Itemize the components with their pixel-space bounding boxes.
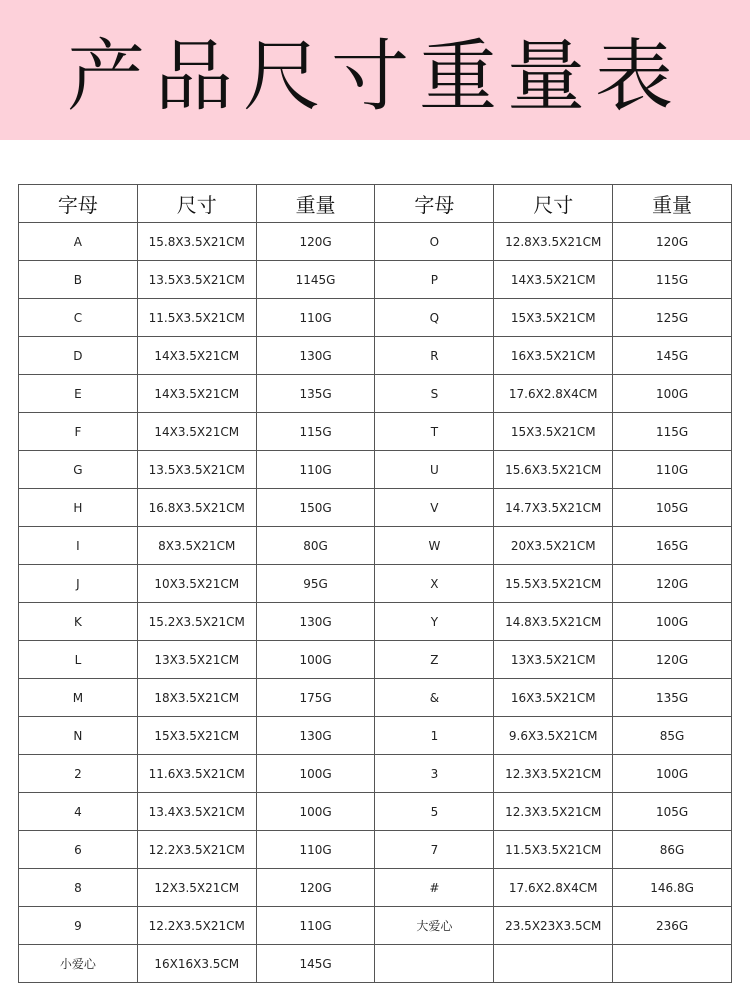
size-weight-table: [18, 184, 732, 983]
letter-cell: A: [19, 223, 138, 261]
size-cell: 13X3.5X21CM: [137, 641, 256, 679]
size-cell: 8X3.5X21CM: [137, 527, 256, 565]
size-cell: 11.6X3.5X21CM: [137, 755, 256, 793]
table-row: [19, 869, 732, 907]
weight-cell: 115G: [256, 413, 375, 451]
letter-cell: 小爱心: [19, 945, 138, 983]
size-cell: 12.2X3.5X21CM: [137, 831, 256, 869]
table-row: [19, 337, 732, 375]
letter-cell: Q: [375, 299, 494, 337]
weight-cell: 120G: [613, 565, 732, 603]
weight-cell: [613, 945, 732, 983]
weight-cell: 130G: [256, 603, 375, 641]
letter-cell: V: [375, 489, 494, 527]
size-cell: 14X3.5X21CM: [494, 261, 613, 299]
weight-cell: 1145G: [256, 261, 375, 299]
letter-cell: 大爱心: [375, 907, 494, 945]
weight-cell: 115G: [613, 413, 732, 451]
letter-cell: 8: [19, 869, 138, 907]
letter-cell: T: [375, 413, 494, 451]
weight-cell: 100G: [256, 641, 375, 679]
letter-cell: #: [375, 869, 494, 907]
size-cell: 20X3.5X21CM: [494, 527, 613, 565]
header-size: 尺寸: [137, 185, 256, 223]
weight-cell: 95G: [256, 565, 375, 603]
letter-cell: D: [19, 337, 138, 375]
weight-cell: 165G: [613, 527, 732, 565]
size-cell: 15.5X3.5X21CM: [494, 565, 613, 603]
letter-cell: M: [19, 679, 138, 717]
size-cell: 14X3.5X21CM: [137, 413, 256, 451]
weight-cell: 100G: [613, 755, 732, 793]
size-cell: 15.8X3.5X21CM: [137, 223, 256, 261]
table-row: [19, 527, 732, 565]
letter-cell: J: [19, 565, 138, 603]
letter-cell: 2: [19, 755, 138, 793]
weight-cell: 175G: [256, 679, 375, 717]
letter-cell: E: [19, 375, 138, 413]
size-cell: 11.5X3.5X21CM: [494, 831, 613, 869]
weight-cell: 100G: [256, 793, 375, 831]
size-cell: 10X3.5X21CM: [137, 565, 256, 603]
size-cell: 15X3.5X21CM: [137, 717, 256, 755]
table-row: [19, 223, 732, 261]
table-row: [19, 717, 732, 755]
weight-cell: 135G: [256, 375, 375, 413]
weight-cell: 120G: [613, 641, 732, 679]
table-row: [19, 831, 732, 869]
letter-cell: Y: [375, 603, 494, 641]
size-cell: 12.8X3.5X21CM: [494, 223, 613, 261]
size-cell: 9.6X3.5X21CM: [494, 717, 613, 755]
size-cell: 12.3X3.5X21CM: [494, 793, 613, 831]
table-row: [19, 299, 732, 337]
table-row: [19, 907, 732, 945]
weight-cell: 105G: [613, 489, 732, 527]
weight-cell: 100G: [613, 603, 732, 641]
letter-cell: 6: [19, 831, 138, 869]
header-size: 尺寸: [494, 185, 613, 223]
letter-cell: U: [375, 451, 494, 489]
weight-cell: 110G: [613, 451, 732, 489]
weight-cell: 86G: [613, 831, 732, 869]
table-row: [19, 603, 732, 641]
weight-cell: 80G: [256, 527, 375, 565]
weight-cell: 135G: [613, 679, 732, 717]
letter-cell: &: [375, 679, 494, 717]
size-cell: 13.5X3.5X21CM: [137, 451, 256, 489]
table-row: [19, 755, 732, 793]
letter-cell: H: [19, 489, 138, 527]
size-cell: 12.2X3.5X21CM: [137, 907, 256, 945]
header-weight: 重量: [613, 185, 732, 223]
header-letter: 字母: [375, 185, 494, 223]
header-weight: 重量: [256, 185, 375, 223]
weight-cell: 120G: [256, 223, 375, 261]
letter-cell: N: [19, 717, 138, 755]
size-cell: 13.4X3.5X21CM: [137, 793, 256, 831]
table-row: [19, 413, 732, 451]
weight-cell: 110G: [256, 451, 375, 489]
size-cell: 14X3.5X21CM: [137, 337, 256, 375]
size-cell: 18X3.5X21CM: [137, 679, 256, 717]
table-row: [19, 489, 732, 527]
size-cell: 15X3.5X21CM: [494, 413, 613, 451]
size-cell: 11.5X3.5X21CM: [137, 299, 256, 337]
letter-cell: Z: [375, 641, 494, 679]
size-cell: 15.6X3.5X21CM: [494, 451, 613, 489]
size-cell: 16X16X3.5CM: [137, 945, 256, 983]
letter-cell: F: [19, 413, 138, 451]
size-cell: 15X3.5X21CM: [494, 299, 613, 337]
weight-cell: 145G: [613, 337, 732, 375]
size-cell: 14.7X3.5X21CM: [494, 489, 613, 527]
size-cell: 16X3.5X21CM: [494, 679, 613, 717]
table-row: [19, 793, 732, 831]
letter-cell: 3: [375, 755, 494, 793]
size-cell: 13X3.5X21CM: [494, 641, 613, 679]
table-row: [19, 679, 732, 717]
letter-cell: 4: [19, 793, 138, 831]
table-header-row: [19, 185, 732, 223]
letter-cell: K: [19, 603, 138, 641]
size-cell: 17.6X2.8X4CM: [494, 869, 613, 907]
letter-cell: W: [375, 527, 494, 565]
size-cell: 13.5X3.5X21CM: [137, 261, 256, 299]
table-row: [19, 375, 732, 413]
weight-cell: 100G: [256, 755, 375, 793]
weight-cell: 100G: [613, 375, 732, 413]
weight-cell: 105G: [613, 793, 732, 831]
table-body: [19, 223, 732, 983]
size-cell: 16.8X3.5X21CM: [137, 489, 256, 527]
weight-cell: 110G: [256, 299, 375, 337]
header-letter: 字母: [19, 185, 138, 223]
weight-cell: 110G: [256, 831, 375, 869]
letter-cell: 5: [375, 793, 494, 831]
size-cell: 12.3X3.5X21CM: [494, 755, 613, 793]
size-cell: 23.5X23X3.5CM: [494, 907, 613, 945]
letter-cell: I: [19, 527, 138, 565]
table-row: [19, 451, 732, 489]
table-row: [19, 641, 732, 679]
size-cell: 15.2X3.5X21CM: [137, 603, 256, 641]
table-row: [19, 565, 732, 603]
table-row: [19, 945, 732, 983]
size-cell: [494, 945, 613, 983]
weight-cell: 115G: [613, 261, 732, 299]
letter-cell: G: [19, 451, 138, 489]
letter-cell: C: [19, 299, 138, 337]
letter-cell: 1: [375, 717, 494, 755]
title-banner: [0, 0, 750, 140]
weight-cell: 146.8G: [613, 869, 732, 907]
size-cell: 16X3.5X21CM: [494, 337, 613, 375]
weight-cell: 130G: [256, 717, 375, 755]
weight-cell: 150G: [256, 489, 375, 527]
letter-cell: O: [375, 223, 494, 261]
letter-cell: 9: [19, 907, 138, 945]
weight-cell: 85G: [613, 717, 732, 755]
size-cell: 12X3.5X21CM: [137, 869, 256, 907]
size-cell: 14X3.5X21CM: [137, 375, 256, 413]
letter-cell: B: [19, 261, 138, 299]
size-cell: 17.6X2.8X4CM: [494, 375, 613, 413]
weight-cell: 120G: [613, 223, 732, 261]
weight-cell: 130G: [256, 337, 375, 375]
weight-cell: 145G: [256, 945, 375, 983]
letter-cell: P: [375, 261, 494, 299]
letter-cell: 7: [375, 831, 494, 869]
weight-cell: 120G: [256, 869, 375, 907]
letter-cell: [375, 945, 494, 983]
weight-cell: 236G: [613, 907, 732, 945]
table-row: [19, 261, 732, 299]
letter-cell: R: [375, 337, 494, 375]
size-cell: 14.8X3.5X21CM: [494, 603, 613, 641]
letter-cell: X: [375, 565, 494, 603]
page-title: 产品尺寸重量表: [66, 32, 683, 122]
letter-cell: L: [19, 641, 138, 679]
weight-cell: 125G: [613, 299, 732, 337]
letter-cell: S: [375, 375, 494, 413]
weight-cell: 110G: [256, 907, 375, 945]
